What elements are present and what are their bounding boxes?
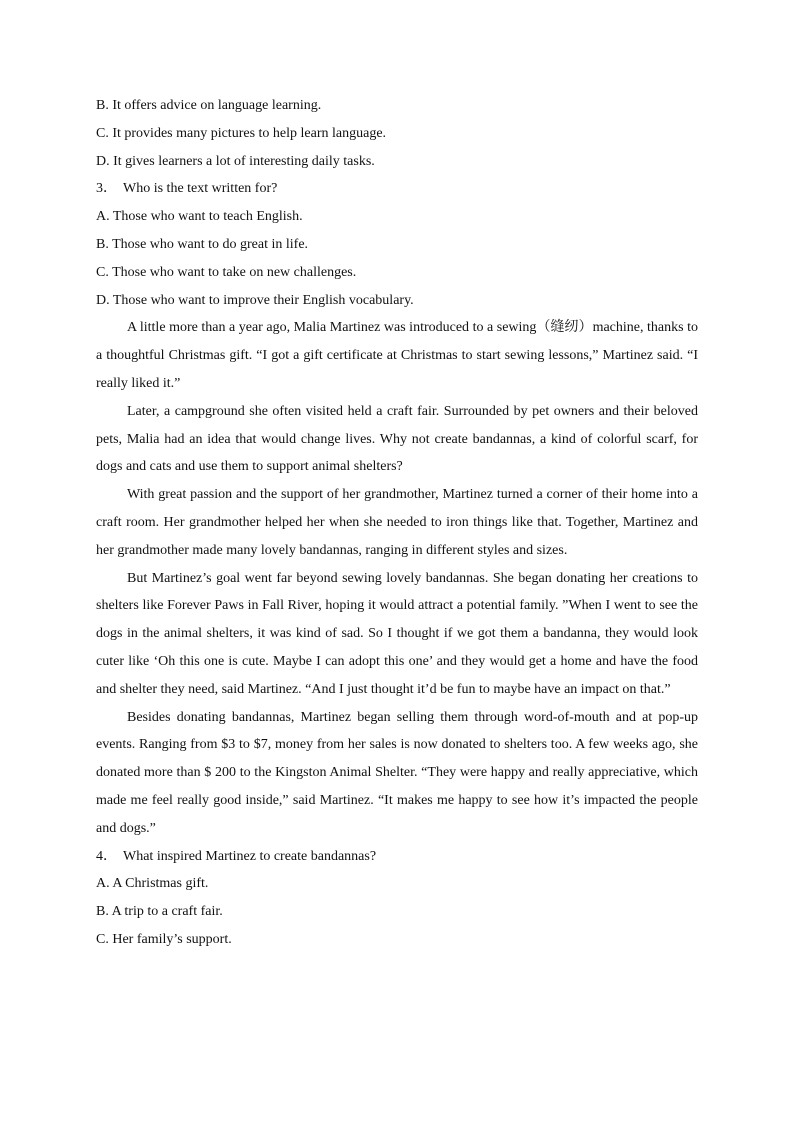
passage-paragraph-1: A little more than a year ago, Malia Martinez was introduced to a sewing（缝纫）machine, thanks to a thoughtful Christmas gift. “I got a gift certificate at Christmas to start sewing lessons,” Martinez said. “I really liked it.” <box>96 320 698 391</box>
passage-paragraph-2: Later, a campground she often visited held a craft fair. Surrounded by pet owners and their beloved pets, Malia had an idea that would change lives. Why not create bandannas, a kind of colorful scarf, for dogs and cats and use them to support animal shelters? <box>96 403 698 475</box>
q3-option-c: C. Those who want to take on new challenges. <box>96 264 357 280</box>
question-3 <box>96 175 698 203</box>
question-4-stem: What inspired Martinez to create bandannas? <box>123 848 377 864</box>
passage-paragraph-5: Besides donating bandannas, Martinez began selling them through word-of-mouth and at pop-up events. Ranging from $3 to $7, money from her sales is now donated to shelters too. A few weeks ago, she donated more than $ 200 to the Kingston Animal Shelter. “They were happy and really appreciative, which made me feel really good inside,” said Martinez. “It makes me happy to see how it’s impacted the people and dogs.” <box>96 709 698 836</box>
q4-option-a: A. A Christmas gift. <box>96 876 209 892</box>
question-4 <box>96 843 698 871</box>
q4-option-c: C. Her family’s support. <box>96 931 232 947</box>
q2-option-d: D. It gives learners a lot of interesting daily tasks. <box>96 153 375 169</box>
q2-option-c: C. It provides many pictures to help learn language. <box>96 125 387 141</box>
q3-option-a: A. Those who want to teach English. <box>96 209 303 225</box>
q3-option-d: D. Those who want to improve their English vocabulary. <box>96 292 414 308</box>
q3-option-b: B. Those who want to do great in life. <box>96 236 309 252</box>
q2-option-b: B. It offers advice on language learning. <box>96 98 322 113</box>
page-content <box>96 92 698 954</box>
question-4-number: 4． <box>96 848 117 864</box>
question-3-number: 3． <box>96 181 117 197</box>
question-3-stem: Who is the text written for? <box>123 181 278 197</box>
q4-option-b: B. A trip to a craft fair. <box>96 904 223 920</box>
passage-paragraph-4: But Martinez’s goal went far beyond sewing lovely bandannas. She began donating her creations to shelters like Forever Paws in Fall River, hoping it would attract a potential family. ”When I went to see the dogs in the animal shelters, it was kind of sad. So I thought if we got them a bandanna, they would look cuter like ‘Oh this one is cute. Maybe I can adopt this one’ and they would get a home and have the food and shelter they need, said Martinez. “And I just thought it’d be fun to maybe have an impact on that.” <box>96 570 698 697</box>
passage-paragraph-3: With great passion and the support of her grandmother, Martinez turned a corner of their home into a craft room. Her grandmother helped her when she needed to iron things like that. Together, Martinez and her grandmother made many lovely bandannas, ranging in different styles and sizes. <box>96 487 698 558</box>
